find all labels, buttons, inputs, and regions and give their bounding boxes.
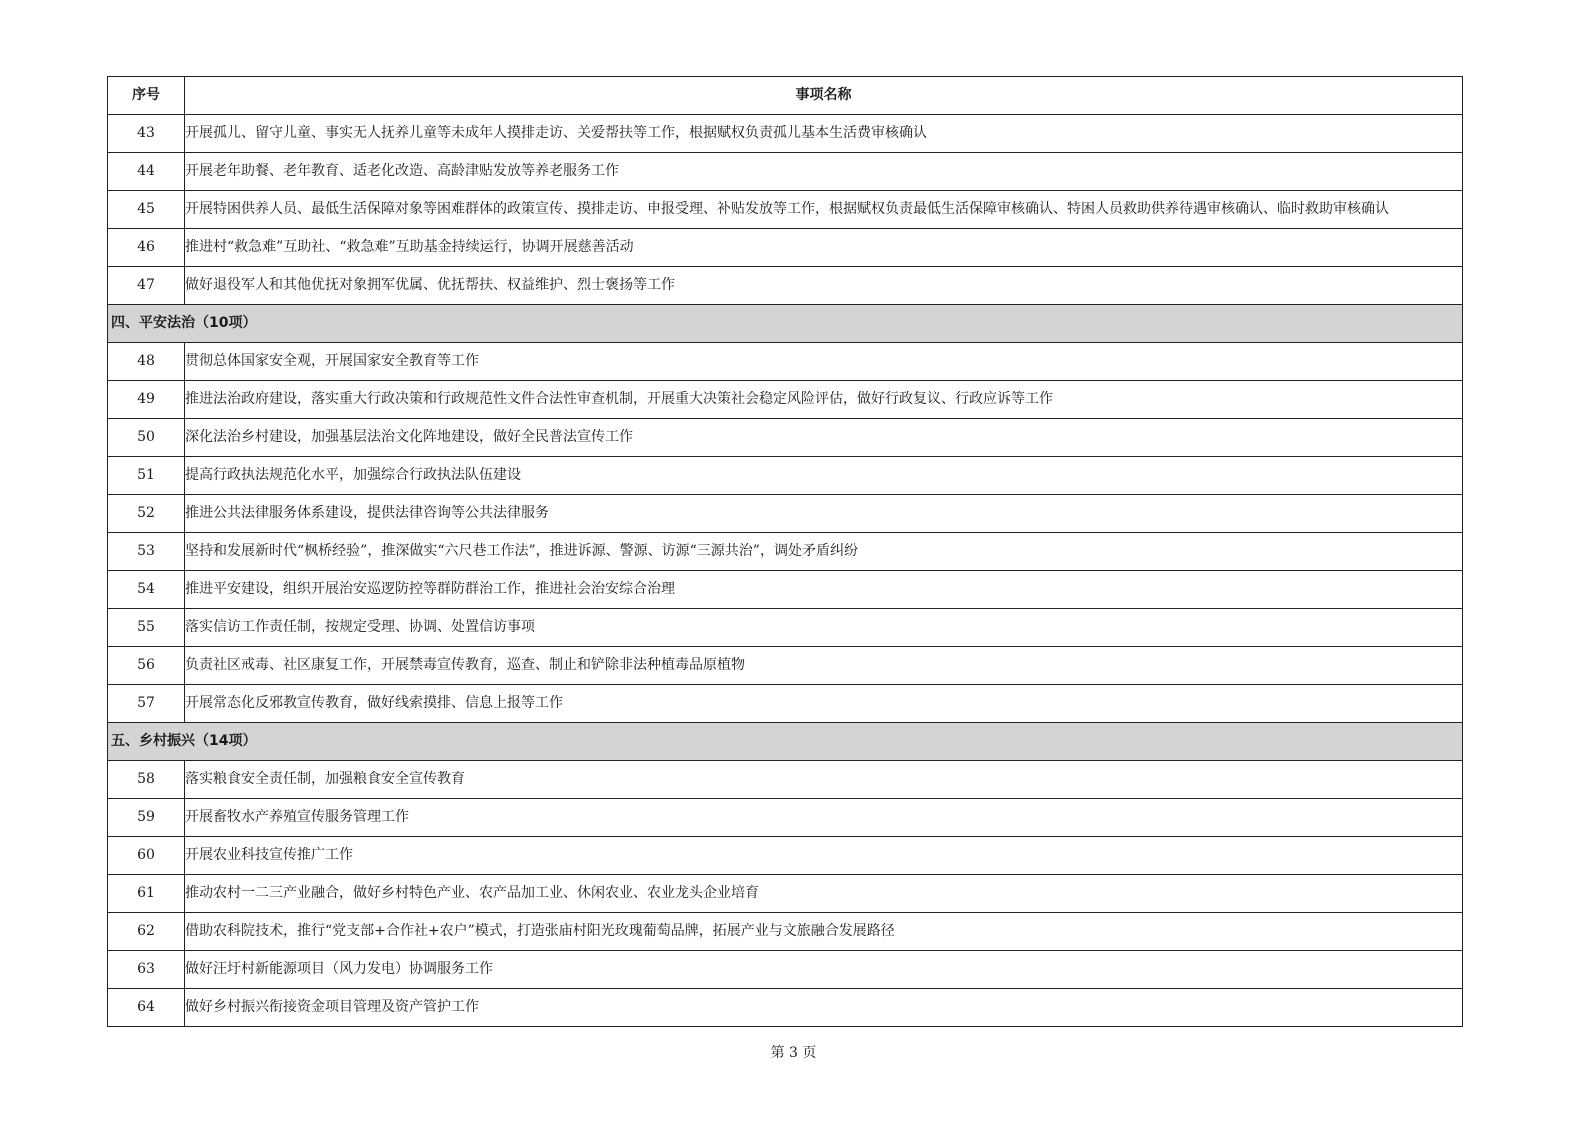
- item-number: 63: [108, 951, 185, 989]
- item-name: 坚持和发展新时代“枫桥经验”，推深做实“六尺巷工作法”，推进诉源、警源、访源“三源共治”，调处矛盾纠纷: [185, 533, 1463, 571]
- item-name: 开展畜牧水产养殖宣传服务管理工作: [185, 799, 1463, 837]
- item-number: 51: [108, 457, 185, 495]
- table-row: [108, 229, 1463, 267]
- table-header-row: [108, 77, 1463, 115]
- table-row: [108, 685, 1463, 723]
- items-table: [107, 76, 1463, 1027]
- item-name: 负责社区戒毒、社区康复工作，开展禁毒宣传教育，巡查、制止和铲除非法种植毒品原植物: [185, 647, 1463, 685]
- item-name: 做好退役军人和其他优抚对象拥军优属、优抚帮扶、权益维护、烈士褒扬等工作: [185, 267, 1463, 305]
- item-number: 58: [108, 761, 185, 799]
- table-row: [108, 571, 1463, 609]
- table-row: [108, 457, 1463, 495]
- item-name: 开展特困供养人员、最低生活保障对象等困难群体的政策宣传、摸排走访、申报受理、补贴发放等工作，根据赋权负责最低生活保障审核确认、特困人员救助供养待遇审核确认、临时救助审核确认: [185, 191, 1463, 229]
- item-number: 60: [108, 837, 185, 875]
- item-name: 开展农业科技宣传推广工作: [185, 837, 1463, 875]
- item-name: 借助农科院技术，推行“党支部+合作社+农户”模式，打造张庙村阳光玫瑰葡萄品牌，拓展产业与文旅融合发展路径: [185, 913, 1463, 951]
- item-number: 50: [108, 419, 185, 457]
- item-number: 45: [108, 191, 185, 229]
- item-name: 开展老年助餐、老年教育、适老化改造、高龄津贴发放等养老服务工作: [185, 153, 1463, 191]
- table-row: [108, 533, 1463, 571]
- item-number: 46: [108, 229, 185, 267]
- table-row: [108, 647, 1463, 685]
- item-number: 52: [108, 495, 185, 533]
- item-number: 48: [108, 343, 185, 381]
- table-row: [108, 951, 1463, 989]
- item-name: 推进村“救急难”互助社、“救急难”互助基金持续运行，协调开展慈善活动: [185, 229, 1463, 267]
- table-row: [108, 495, 1463, 533]
- item-name: 做好汪圩村新能源项目（风力发电）协调服务工作: [185, 951, 1463, 989]
- table-row: [108, 191, 1463, 229]
- item-name: 推进法治政府建设，落实重大行政决策和行政规范性文件合法性审查机制，开展重大决策社会稳定风险评估，做好行政复议、行政应诉等工作: [185, 381, 1463, 419]
- item-name: 贯彻总体国家安全观，开展国家安全教育等工作: [185, 343, 1463, 381]
- table-row: [108, 875, 1463, 913]
- table-row: [108, 913, 1463, 951]
- table-row: [108, 799, 1463, 837]
- table-row: [108, 267, 1463, 305]
- item-number: 43: [108, 115, 185, 153]
- header-name: 事项名称: [185, 77, 1463, 115]
- item-name: 做好乡村振兴衔接资金项目管理及资产管护工作: [185, 989, 1463, 1027]
- section-title: 五、乡村振兴（14项）: [108, 723, 1463, 761]
- table-row: [108, 115, 1463, 153]
- item-number: 56: [108, 647, 185, 685]
- table-body: [108, 115, 1463, 1027]
- table-row: [108, 343, 1463, 381]
- item-number: 55: [108, 609, 185, 647]
- page-number: 第 3 页: [770, 1045, 817, 1061]
- section-title: 四、平安法治（10项）: [108, 305, 1463, 343]
- item-number: 54: [108, 571, 185, 609]
- item-number: 64: [108, 989, 185, 1027]
- item-name: 落实信访工作责任制，按规定受理、协调、处置信访事项: [185, 609, 1463, 647]
- item-number: 61: [108, 875, 185, 913]
- table-row: [108, 761, 1463, 799]
- section-header-row: [108, 305, 1463, 343]
- section-header-row: [108, 723, 1463, 761]
- item-name: 开展常态化反邪教宣传教育，做好线索摸排、信息上报等工作: [185, 685, 1463, 723]
- item-number: 49: [108, 381, 185, 419]
- item-name: 推进公共法律服务体系建设，提供法律咨询等公共法律服务: [185, 495, 1463, 533]
- table-row: [108, 381, 1463, 419]
- table-row: [108, 419, 1463, 457]
- item-number: 59: [108, 799, 185, 837]
- table-row: [108, 989, 1463, 1027]
- item-name: 推进平安建设，组织开展治安巡逻防控等群防群治工作，推进社会治安综合治理: [185, 571, 1463, 609]
- item-name: 推动农村一二三产业融合，做好乡村特色产业、农产品加工业、休闲农业、农业龙头企业培育: [185, 875, 1463, 913]
- table-row: [108, 837, 1463, 875]
- item-number: 44: [108, 153, 185, 191]
- item-number: 62: [108, 913, 185, 951]
- table-row: [108, 153, 1463, 191]
- item-number: 47: [108, 267, 185, 305]
- item-name: 开展孤儿、留守儿童、事实无人抚养儿童等未成年人摸排走访、关爱帮扶等工作，根据赋权负责孤儿基本生活费审核确认: [185, 115, 1463, 153]
- item-number: 57: [108, 685, 185, 723]
- item-name: 深化法治乡村建设，加强基层法治文化阵地建设，做好全民普法宣传工作: [185, 419, 1463, 457]
- table-row: [108, 609, 1463, 647]
- item-name: 提高行政执法规范化水平，加强综合行政执法队伍建设: [185, 457, 1463, 495]
- item-number: 53: [108, 533, 185, 571]
- item-name: 落实粮食安全责任制，加强粮食安全宣传教育: [185, 761, 1463, 799]
- header-no: 序号: [108, 77, 185, 115]
